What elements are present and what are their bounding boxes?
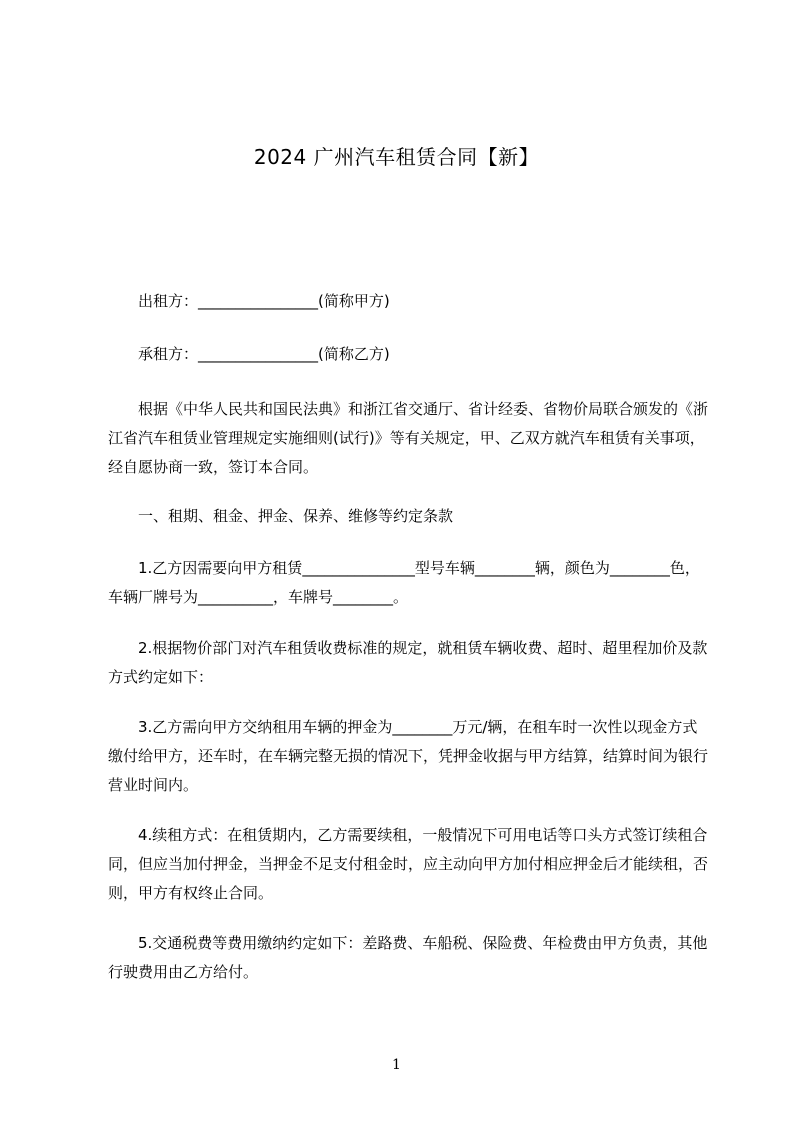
lessee-line: 承租方：________________(简称乙方) [138,345,390,363]
page-number: 1 [392,1057,401,1073]
document-title: 2024 广州汽车租赁合同【新】 [253,145,540,169]
lessor-line: 出租方：________________(简称甲方) [138,292,390,310]
section1-heading: 一、租期、租金、押金、保养、维修等约定条款 [138,507,454,525]
intro-paragraph: 根据《中华人民共和国民法典》和浙江省交通厅、省计经委、省物价局联合颁发的《浙江省汽车租赁业管理规定实施细则(试行)》等有关规定，甲、乙双方就汽车租赁有关事项，经自愿协商一致，签订本合同。 [108,400,709,476]
clause-5: 5.交通税费等费用缴纳约定如下：差路费、车船税、保险费、年检费由甲方负责，其他行驶费用由乙方给付。 [108,934,708,981]
clause-2: 2.根据物价部门对汽车租赁收费标准的规定，就租赁车辆收费、超时、超里程加价及款方式约定如下： [108,639,708,686]
clause-4: 4.续租方式：在租赁期内，乙方需要续租，一般情况下可用电话等口头方式签订续租合同，但应当加付押金，当押金不足支付租金时，应主动向甲方加付相应押金后才能续租，否则，甲方有权终止合同。 [108,826,709,902]
clause-3: 3.乙方需向甲方交纳租用车辆的押金为________万元/辆，在租车时一次性以现金方式缴付给甲方，还车时，在车辆完整无损的情况下，凭押金收据与甲方结算，结算时间为银行营业时间内。 [108,718,709,794]
clause-1: 1.乙方因需要向甲方租赁_______________型号车辆________辆，颜色为________色，车辆厂牌号为__________，车牌号________。 [108,559,700,606]
